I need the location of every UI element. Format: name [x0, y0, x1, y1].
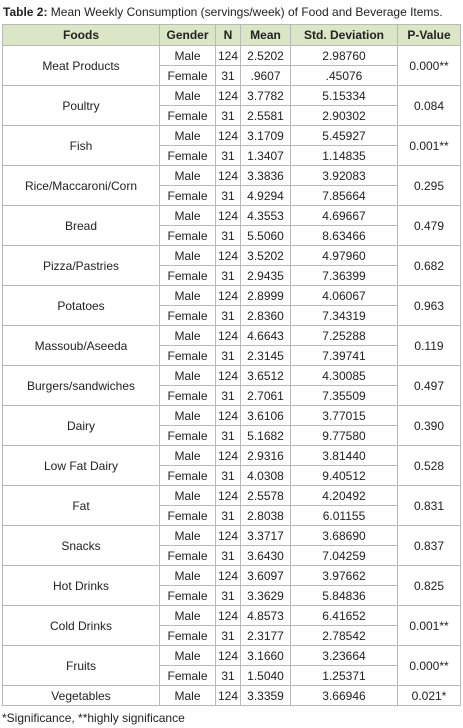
std-deviation-cell: 3.66946 — [291, 686, 398, 706]
mean-cell: 2.8038 — [241, 506, 291, 526]
mean-cell: 2.5578 — [241, 486, 291, 506]
std-deviation-cell: 3.77015 — [291, 406, 398, 426]
n-cell: 31 — [216, 66, 241, 86]
std-deviation-cell: 6.41652 — [291, 606, 398, 626]
std-deviation-cell: 1.14835 — [291, 146, 398, 166]
table-row — [3, 686, 461, 706]
std-deviation-cell: 7.36399 — [291, 266, 398, 286]
gender-cell: Female — [160, 346, 216, 366]
gender-cell: Male — [160, 606, 216, 626]
std-deviation-cell: 5.84836 — [291, 586, 398, 606]
n-cell: 124 — [216, 206, 241, 226]
header-p-value: P-Value — [398, 25, 461, 46]
std-deviation-cell: 5.15334 — [291, 86, 398, 106]
table-row — [3, 366, 461, 386]
table-row — [3, 246, 461, 266]
n-cell: 124 — [216, 286, 241, 306]
mean-cell: 3.6097 — [241, 566, 291, 586]
gender-cell: Male — [160, 86, 216, 106]
n-cell: 31 — [216, 546, 241, 566]
p-value-cell: 0.497 — [398, 366, 461, 406]
std-deviation-cell: 7.39741 — [291, 346, 398, 366]
std-deviation-cell: 3.23664 — [291, 646, 398, 666]
p-value-cell: 0.837 — [398, 526, 461, 566]
n-cell: 31 — [216, 306, 241, 326]
p-value-cell: 0.001** — [398, 126, 461, 166]
gender-cell: Female — [160, 426, 216, 446]
n-cell: 31 — [216, 226, 241, 246]
gender-cell: Female — [160, 586, 216, 606]
mean-cell: 3.1709 — [241, 126, 291, 146]
food-name-cell: Pizza/Pastries — [3, 246, 160, 286]
mean-cell: 3.6512 — [241, 366, 291, 386]
gender-cell: Female — [160, 266, 216, 286]
table-row — [3, 286, 461, 306]
std-deviation-cell: 7.35509 — [291, 386, 398, 406]
food-name-cell: Hot Drinks — [3, 566, 160, 606]
mean-cell: 2.3145 — [241, 346, 291, 366]
n-cell: 31 — [216, 266, 241, 286]
mean-cell: 2.3177 — [241, 626, 291, 646]
n-cell: 124 — [216, 686, 241, 706]
mean-cell: 5.5060 — [241, 226, 291, 246]
mean-cell: 2.5202 — [241, 46, 291, 66]
std-deviation-cell: 5.45927 — [291, 126, 398, 146]
mean-cell: 3.6430 — [241, 546, 291, 566]
food-name-cell: Dairy — [3, 406, 160, 446]
food-name-cell: Fat — [3, 486, 160, 526]
n-cell: 31 — [216, 586, 241, 606]
n-cell: 124 — [216, 366, 241, 386]
food-name-cell: Burgers/sandwiches — [3, 366, 160, 406]
n-cell: 31 — [216, 626, 241, 646]
mean-cell: 4.9294 — [241, 186, 291, 206]
n-cell: 31 — [216, 666, 241, 686]
n-cell: 124 — [216, 526, 241, 546]
gender-cell: Female — [160, 386, 216, 406]
n-cell: 31 — [216, 466, 241, 486]
p-value-cell: 0.682 — [398, 246, 461, 286]
p-value-cell: 0.119 — [398, 326, 461, 366]
gender-cell: Female — [160, 306, 216, 326]
gender-cell: Male — [160, 126, 216, 146]
n-cell: 124 — [216, 86, 241, 106]
mean-cell: 2.9316 — [241, 446, 291, 466]
table-row — [3, 166, 461, 186]
std-deviation-cell: 7.85664 — [291, 186, 398, 206]
p-value-cell: 0.390 — [398, 406, 461, 446]
p-value-cell: 0.528 — [398, 446, 461, 486]
std-deviation-cell: 2.78542 — [291, 626, 398, 646]
gender-cell: Female — [160, 146, 216, 166]
food-name-cell: Bread — [3, 206, 160, 246]
mean-cell: 4.0308 — [241, 466, 291, 486]
std-deviation-cell: 9.77580 — [291, 426, 398, 446]
food-name-cell: Potatoes — [3, 286, 160, 326]
food-name-cell: Meat Products — [3, 46, 160, 86]
std-deviation-cell: 4.06067 — [291, 286, 398, 306]
table-row — [3, 126, 461, 146]
n-cell: 31 — [216, 506, 241, 526]
gender-cell: Female — [160, 626, 216, 646]
std-deviation-cell: .45076 — [291, 66, 398, 86]
food-name-cell: Rice/Maccaroni/Corn — [3, 166, 160, 206]
n-cell: 31 — [216, 386, 241, 406]
n-cell: 31 — [216, 426, 241, 446]
mean-cell: 2.8999 — [241, 286, 291, 306]
mean-cell: 1.5040 — [241, 666, 291, 686]
food-name-cell: Snacks — [3, 526, 160, 566]
p-value-cell: 0.084 — [398, 86, 461, 126]
n-cell: 124 — [216, 486, 241, 506]
mean-cell: 4.6643 — [241, 326, 291, 346]
food-name-cell: Vegetables — [3, 686, 160, 706]
n-cell: 124 — [216, 606, 241, 626]
gender-cell: Female — [160, 226, 216, 246]
p-value-cell: 0.963 — [398, 286, 461, 326]
p-value-cell: 0.831 — [398, 486, 461, 526]
mean-cell: 4.8573 — [241, 606, 291, 626]
table-row — [3, 326, 461, 346]
gender-cell: Female — [160, 666, 216, 686]
gender-cell: Female — [160, 66, 216, 86]
table-row — [3, 646, 461, 666]
gender-cell: Male — [160, 326, 216, 346]
mean-cell: 4.3553 — [241, 206, 291, 226]
mean-cell: 1.3407 — [241, 146, 291, 166]
gender-cell: Male — [160, 646, 216, 666]
table-caption-label: Table 2: — [3, 5, 48, 19]
food-name-cell: Fish — [3, 126, 160, 166]
mean-cell: 3.3359 — [241, 686, 291, 706]
n-cell: 31 — [216, 106, 241, 126]
std-deviation-cell: 8.63466 — [291, 226, 398, 246]
n-cell: 124 — [216, 646, 241, 666]
std-deviation-cell: 4.20492 — [291, 486, 398, 506]
mean-cell: 2.7061 — [241, 386, 291, 406]
header-std-deviation: Std. Deviation — [291, 25, 398, 46]
mean-cell: 3.6106 — [241, 406, 291, 426]
std-deviation-cell: 7.04259 — [291, 546, 398, 566]
gender-cell: Male — [160, 566, 216, 586]
header-row — [3, 25, 461, 46]
food-name-cell: Low Fat Dairy — [3, 446, 160, 486]
table-row — [3, 526, 461, 546]
p-value-cell: 0.000** — [398, 46, 461, 86]
mean-cell: 2.9435 — [241, 266, 291, 286]
n-cell: 124 — [216, 166, 241, 186]
mean-cell: 3.7782 — [241, 86, 291, 106]
gender-cell: Female — [160, 506, 216, 526]
gender-cell: Female — [160, 546, 216, 566]
mean-cell: 3.3629 — [241, 586, 291, 606]
std-deviation-cell: 3.92083 — [291, 166, 398, 186]
p-value-cell: 0.825 — [398, 566, 461, 606]
p-value-cell: 0.021* — [398, 686, 461, 706]
mean-cell: 2.8360 — [241, 306, 291, 326]
mean-cell: 3.1660 — [241, 646, 291, 666]
std-deviation-cell: 4.30085 — [291, 366, 398, 386]
table-caption — [3, 4, 461, 20]
table-row — [3, 406, 461, 426]
header-mean: Mean — [241, 25, 291, 46]
mean-cell: 3.3717 — [241, 526, 291, 546]
mean-cell: 3.5202 — [241, 246, 291, 266]
std-deviation-cell: 6.01155 — [291, 506, 398, 526]
mean-cell: 5.1682 — [241, 426, 291, 446]
table-row — [3, 606, 461, 626]
n-cell: 31 — [216, 186, 241, 206]
table-row — [3, 206, 461, 226]
table-row — [3, 86, 461, 106]
gender-cell: Female — [160, 186, 216, 206]
table-row — [3, 566, 461, 586]
gender-cell: Female — [160, 106, 216, 126]
std-deviation-cell: 3.97662 — [291, 566, 398, 586]
gender-cell: Male — [160, 286, 216, 306]
food-name-cell: Poultry — [3, 86, 160, 126]
gender-cell: Male — [160, 406, 216, 426]
gender-cell: Male — [160, 206, 216, 226]
p-value-cell: 0.295 — [398, 166, 461, 206]
food-name-cell: Massoub/Aseeda — [3, 326, 160, 366]
n-cell: 124 — [216, 406, 241, 426]
gender-cell: Male — [160, 246, 216, 266]
table-row — [3, 46, 461, 66]
p-value-cell: 0.479 — [398, 206, 461, 246]
mean-cell: .9607 — [241, 66, 291, 86]
mean-cell: 2.5581 — [241, 106, 291, 126]
n-cell: 124 — [216, 326, 241, 346]
header-n: N — [216, 25, 241, 46]
std-deviation-cell: 9.40512 — [291, 466, 398, 486]
header-foods: Foods — [3, 25, 160, 46]
std-deviation-cell: 1.25371 — [291, 666, 398, 686]
gender-cell: Male — [160, 366, 216, 386]
n-cell: 124 — [216, 126, 241, 146]
table-row — [3, 446, 461, 466]
food-name-cell: Cold Drinks — [3, 606, 160, 646]
consumption-table — [2, 24, 461, 706]
table-body — [3, 46, 461, 706]
gender-cell: Male — [160, 686, 216, 706]
std-deviation-cell: 7.25288 — [291, 326, 398, 346]
food-name-cell: Fruits — [3, 646, 160, 686]
std-deviation-cell: 2.90302 — [291, 106, 398, 126]
std-deviation-cell: 4.69667 — [291, 206, 398, 226]
gender-cell: Female — [160, 466, 216, 486]
n-cell: 124 — [216, 566, 241, 586]
p-value-cell: 0.001** — [398, 606, 461, 646]
std-deviation-cell: 7.34319 — [291, 306, 398, 326]
p-value-cell: 0.000** — [398, 646, 461, 686]
table-caption-text: Mean Weekly Consumption (servings/week) of Food and Beverage Items. — [47, 5, 443, 19]
gender-cell: Male — [160, 526, 216, 546]
table-row — [3, 486, 461, 506]
gender-cell: Male — [160, 446, 216, 466]
std-deviation-cell: 3.81440 — [291, 446, 398, 466]
n-cell: 31 — [216, 346, 241, 366]
std-deviation-cell: 4.97960 — [291, 246, 398, 266]
mean-cell: 3.3836 — [241, 166, 291, 186]
n-cell: 124 — [216, 46, 241, 66]
gender-cell: Male — [160, 486, 216, 506]
gender-cell: Male — [160, 46, 216, 66]
footnote: *Significance, **highly significance — [2, 711, 185, 725]
std-deviation-cell: 2.98760 — [291, 46, 398, 66]
std-deviation-cell: 3.68690 — [291, 526, 398, 546]
n-cell: 31 — [216, 146, 241, 166]
n-cell: 124 — [216, 446, 241, 466]
n-cell: 124 — [216, 246, 241, 266]
gender-cell: Male — [160, 166, 216, 186]
header-gender: Gender — [160, 25, 216, 46]
